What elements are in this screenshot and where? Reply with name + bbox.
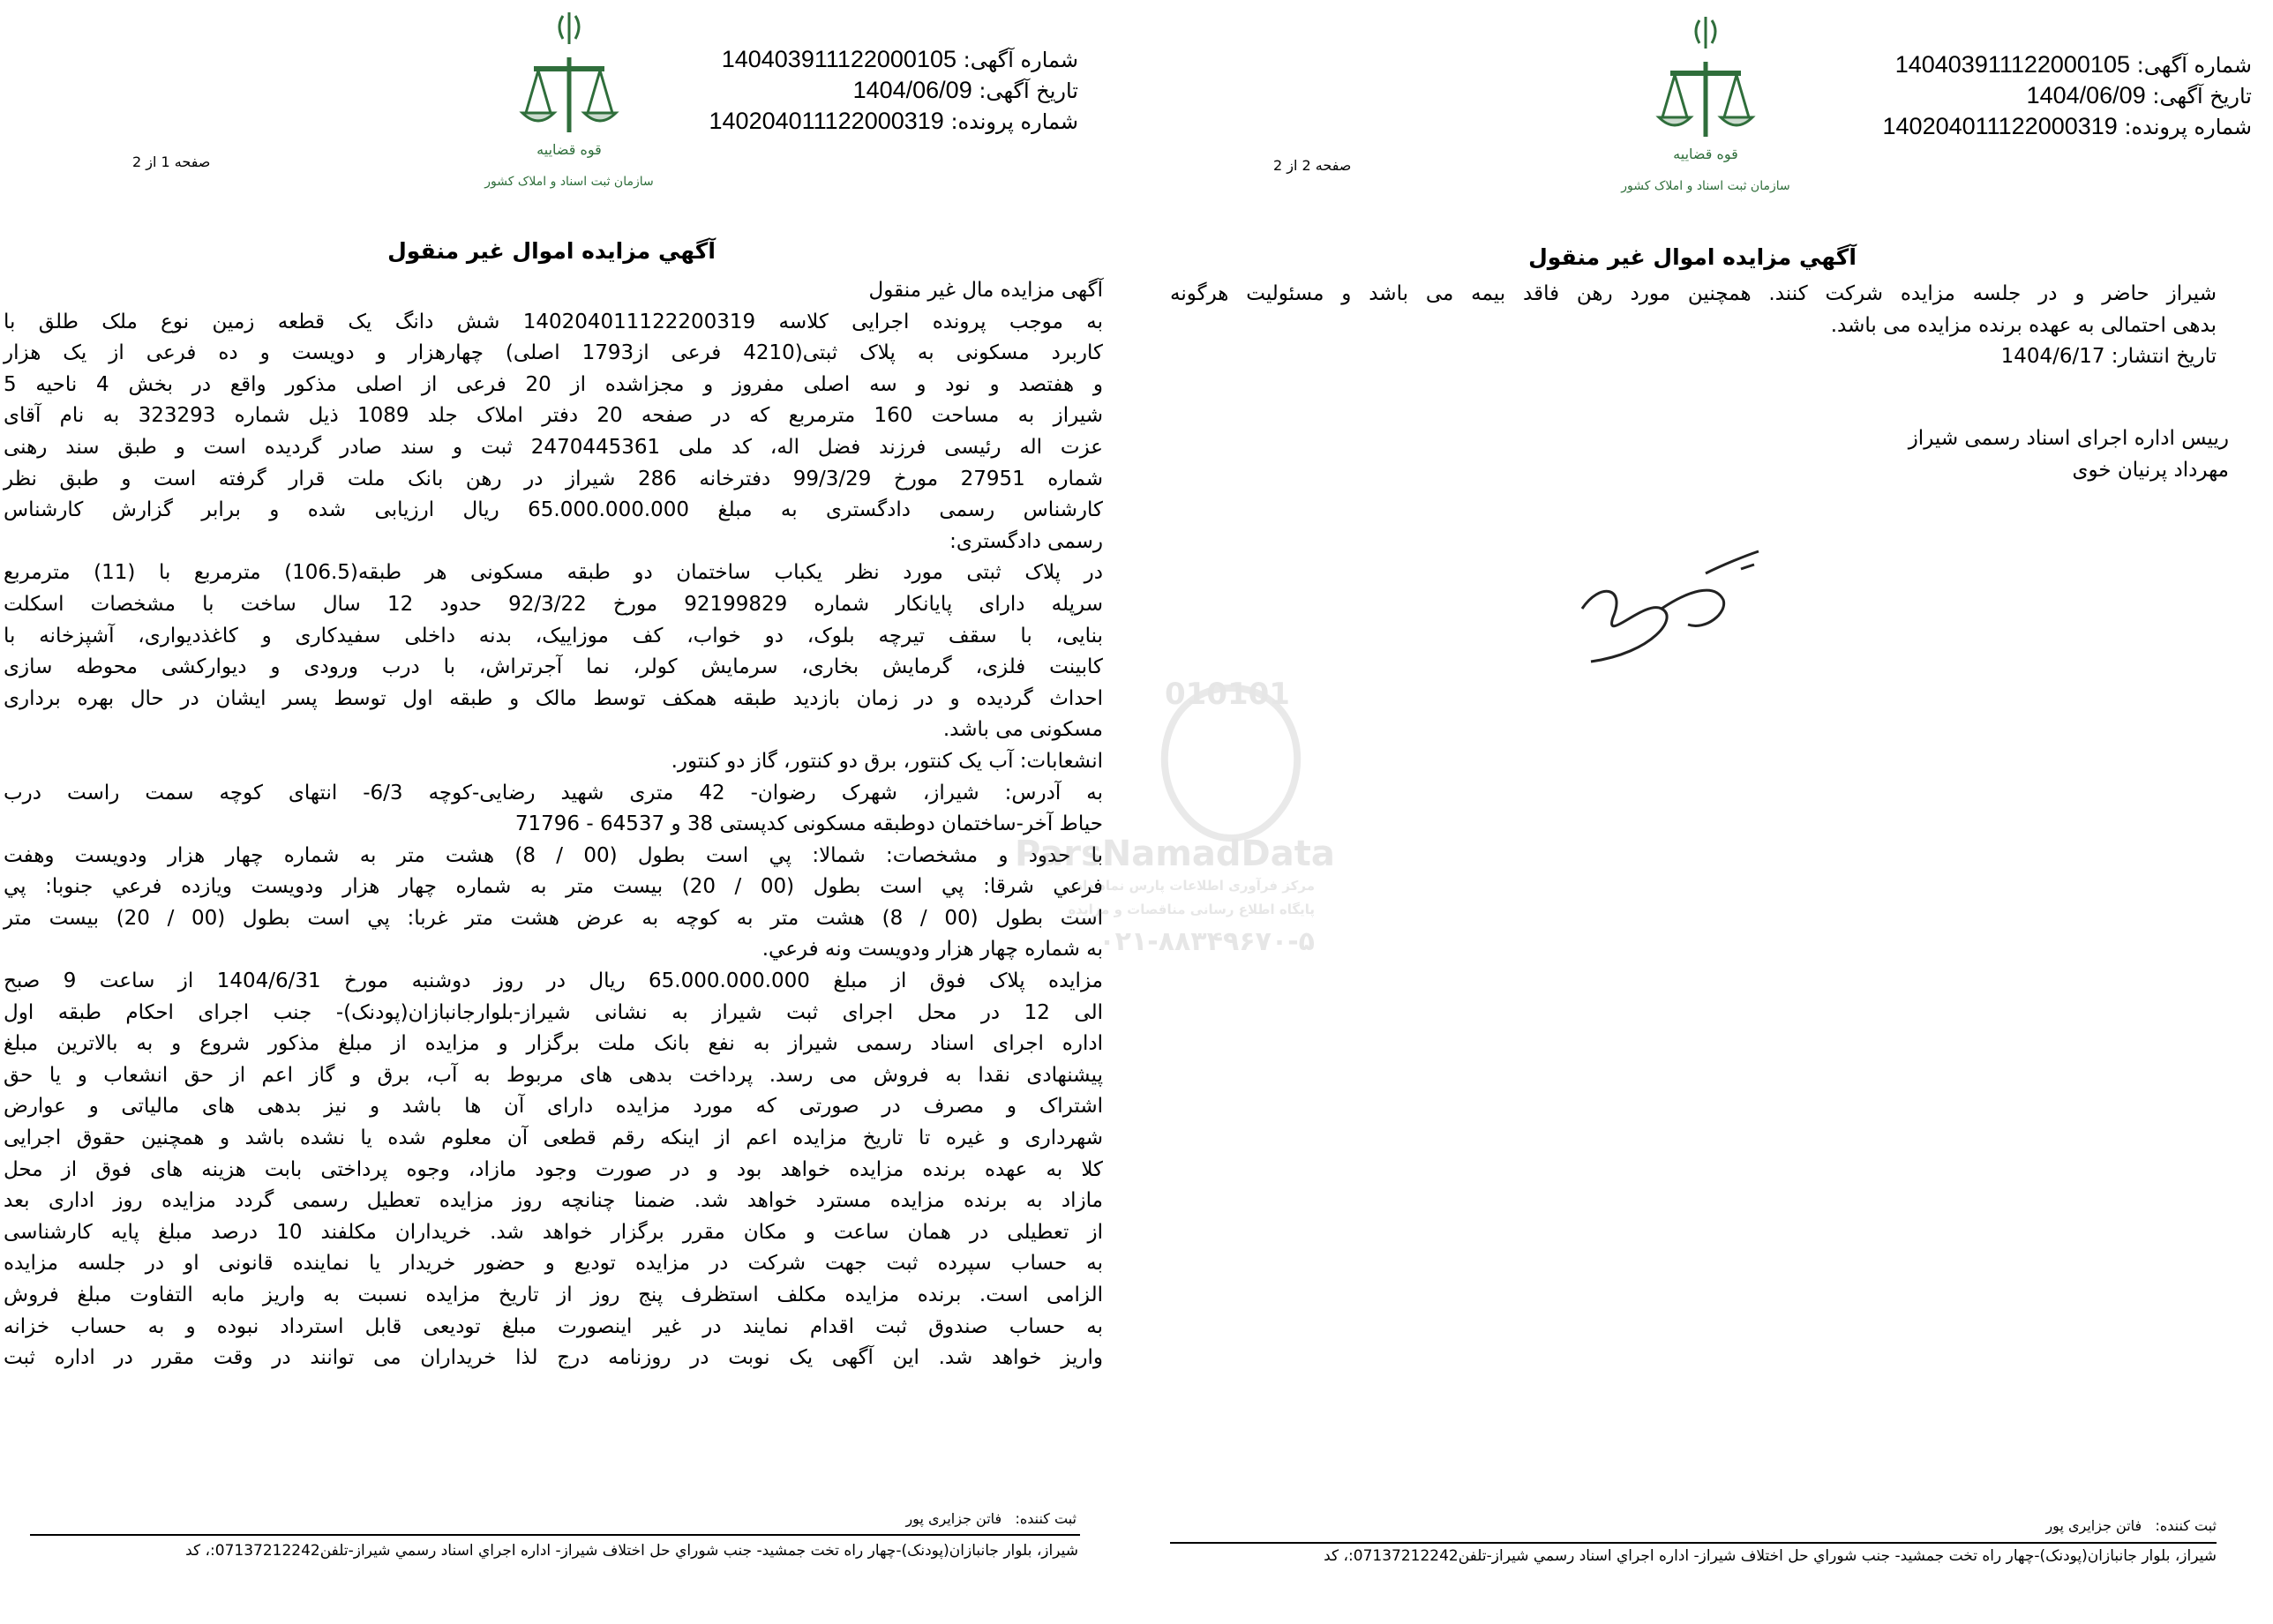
body-line: شهرداری و غیره تا تاریخ مزایده اعم از اینکه رقم قطعی آن معلوم شده یا نشده باشد و همچنین حقوق اجرایی — [4, 1126, 1103, 1150]
body-line: به موجب پرونده اجرایی کلاسه 140204011122200319 شش دانگ یک قطعه زمین نوع ملک طلق با — [4, 310, 1103, 333]
ad-date-row — [709, 75, 1078, 106]
registrar — [2045, 1517, 2217, 1534]
ad-date-row — [1883, 80, 2252, 111]
body-line: واریز خواهد شد. این آگهی یک نوبت در روزنامه درج لذا خریداران می توانند در وقت مقرر در اداره ثبت — [4, 1346, 1103, 1370]
body-line: به شماره چهار هزار ودويست ونه فرعي. — [761, 938, 1103, 962]
body-line: به آدرس: شیراز، شهرک رضوان- 42 متری شهید رضایی-کوچه 6/3- انتهای کوچه سمت راست درب — [4, 781, 1103, 805]
judiciary-logo — [1621, 13, 1790, 198]
watermark-line2: پایگاه اطلاع رسانی مناقصات و مزایده — [1068, 902, 1315, 917]
logo-text-bottom: سازمان ثبت اسناد و املاک کشور — [1621, 179, 1790, 193]
file-number-label: شماره پرونده: — [950, 109, 1078, 134]
footer-divider — [1170, 1542, 2217, 1544]
body-line: عزت اله رئیسی فرزند فضل اله، کد ملی 2470445361 ثبت و سند صادر گردیده است و طبق سند رهنی — [4, 435, 1103, 459]
ad-date: 1404/06/09 — [2026, 82, 2146, 109]
ad-number: 140403911122000105 — [721, 46, 957, 72]
body-line: کاربرد مسکونی به پلاک ثبتی(4210 فرعی از1793 اصلی) چهارهزار و دویست و ده فرعی از یک هزار — [4, 341, 1103, 365]
footer-address: شیراز، بلوار جانبازان(پودنک)-چهار راه تخت جمشید- جنب شوراي حل اختلاف شیراز- اداره اجراي اسناد رسمي شیراز-تلفن07137212242:، کد — [1324, 1547, 2217, 1565]
body-line: است بطول (00 / 8) هشت متر به كوچه به عرض هشت متر غربا: پي است بطول (00 / 20) بيست متر — [4, 906, 1103, 930]
page-number: صفحه 2 از 2 — [1273, 157, 1352, 174]
body-line: و هفتصد و نود و سه اصلی مفروز و مجزاشده از 20 فرعی از اصلی مذکور واقع در بخش 4 ناحیه 5 — [4, 372, 1103, 396]
body-line: در پلاک ثبتی مورد نظر یکباب ساختمان دو طبقه مسکونی هر طبقه(106.5) مترمربع با (11) مترمربع — [4, 561, 1103, 585]
watermark-brand: ParsNamadData — [1015, 834, 1335, 874]
body-line: احداث گردیده و در زمان بازدید طبقه همکف توسط مالک و طبقه اول توسط پسر ایشان در حال بهره برداری — [4, 686, 1103, 710]
ad-header — [1883, 49, 2252, 142]
body-line: با حدود و مشخصات: شمالا: پي است بطول (00 / 8) هشت متر به شماره چهار هزار ودويست وهفت — [4, 843, 1104, 867]
logo-text-top: قوه قضاییه — [1673, 146, 1738, 162]
watermark-phone: ۰۲۱-۸۸۳۴۹۶۷۰-۵ — [1099, 926, 1315, 957]
ad-number-row — [709, 44, 1078, 75]
file-number: 140204011122000319 — [1882, 113, 2118, 139]
logo-text-bottom: سازمان ثبت اسناد و املاک کشور — [484, 175, 654, 189]
body-line: الزامی است. برنده مزایده مکلف استظرف پنج روز از تاریخ مزایده نسبت به واریز مابه التفاوت مبلغ فروش — [4, 1283, 1103, 1306]
ad-number: 140403911122000105 — [1894, 51, 2131, 78]
body-line: اداره اجرای اسناد رسمی شیراز به نفع بانک ملت برگزار و مزایده از مبلغ مذکور شروع و به بالاترین مبلغ — [4, 1032, 1103, 1056]
body-line: پیشنهادی نقدا به فروش می رسد. پرداخت بدهی های مربوط به آب، برق و گاز اعم از حق انشعاب و یا حق — [4, 1063, 1103, 1087]
body-line: سرپله دارای پایانکار شماره 92199829 مورخ 92/3/22 حدود 12 سال ساخت با مشخصات اسکلت — [4, 592, 1103, 616]
registrar-name: فاتن جزایری پور — [905, 1510, 1002, 1527]
body-line: شیراز حاضر و در جلسه مزایده شرکت کنند. همچنین مورد رهن فاقد بیمه می باشد و مسئولیت هرگونه — [1170, 282, 2217, 305]
signature — [1573, 547, 1767, 670]
body-line: فرعي شرقا: پي است بطول (00 / 20) بيست متر به شماره چهار هزار ودويست ويازده فرعي جنوبا: پي — [4, 875, 1104, 899]
registrar-name: فاتن جزایری پور — [2045, 1517, 2142, 1534]
file-number-label: شماره پرونده: — [2124, 115, 2252, 139]
judiciary-logo — [484, 9, 654, 194]
body-line: کلا به عهده برنده مزایده خواهد بود و در صورت وجود مازاد، وجوه پرداختی بابت هزینه های فوق از محل — [4, 1157, 1103, 1181]
signatory-name: مهرداد پرنیان خوی — [2072, 458, 2229, 482]
body-line: حیاط آخر-ساختمان دوطبقه مسکونی کدپستی 38 و 64537 - 71796 — [514, 812, 1103, 836]
footer-divider — [30, 1534, 1080, 1536]
notice-body — [4, 275, 1103, 1374]
body-line: به حساب سپرده ثبت جهت شرکت در مزایده تودیع و حضور خریدار یا نماینده قانونی او در جلسه مزایده — [4, 1252, 1103, 1276]
body-line: مازاد به برنده مزایده مسترد خواهد شد. ضمنا چنانچه روز مزایده تعطیل رسمی گردد مزایده روز اداری بعد — [4, 1189, 1103, 1213]
body-line: شماره 27951 مورخ 99/3/29 دفترخانه 286 شیراز در رهن بانک ملت قرار گرفته است و طبق نظر — [4, 467, 1104, 490]
body-line: کارشناس رسمی دادگستری به مبلغ 65.000.000.000 ریال ارزیابی شده و برابر گزارش کارشناس — [4, 498, 1103, 522]
page-2 — [1136, 0, 2273, 1624]
page-title: آگهي مزايده اموال غير منقول — [1528, 244, 1857, 270]
body-line: از تعطیلی در همان ساعت و مکان مقرر برگزار خواهد شد. خریداران مکلفند 10 درصد مبلغ پایه کارشناسی — [4, 1220, 1103, 1244]
ad-header — [709, 44, 1078, 137]
body-line: بنایی، با سقف تیرچه بلوک، دو خواب، کف موزاییک، بدنه داخلی سفیدکاری و کاغذدیواری، آشپزخانه با — [4, 624, 1103, 647]
registrar-label: ثبت کننده: — [1015, 1510, 1076, 1527]
file-number: 140204011122000319 — [709, 108, 944, 134]
ad-number-row — [1883, 49, 2252, 80]
signatory-title: رییس اداره اجرای اسناد رسمی شیراز — [1908, 427, 2229, 450]
body-line: اشتراک و مصرف در صورتی که مورد مزایده دارای آن ها باشد و نیز بدهی های مالیاتی و عوارض — [4, 1095, 1103, 1119]
signatory — [1523, 423, 2229, 486]
ad-date: 1404/06/09 — [852, 77, 972, 103]
publish-date: تاریخ انتشار: 1404/6/17 — [2000, 345, 2217, 369]
body-line: آگهی مزایده مال غیر منقول — [868, 279, 1103, 302]
body-line: به حساب صندوق ثبت اقدام نمایند در غیر اینصورت مبلغ تودیعی قابل استرداد نبوده و به حساب خزانه — [4, 1314, 1103, 1338]
body-line: مسکونی می باشد. — [942, 718, 1103, 742]
watermark-digits: 010101 — [1165, 677, 1290, 712]
ad-date-label: تاریخ آگهی: — [2152, 84, 2252, 109]
file-number-row — [709, 106, 1078, 137]
logo-text-top: قوه قضاییه — [536, 141, 602, 158]
ad-date-label: تاریخ آگهی: — [979, 79, 1078, 103]
page-number: صفحه 1 از 2 — [132, 153, 211, 170]
body-line: رسمی دادگستری: — [949, 529, 1103, 553]
registrar-label: ثبت کننده: — [2155, 1517, 2217, 1534]
file-number-row — [1883, 111, 2252, 142]
watermark-line1: مرکز فرآوری اطلاعات پارس نماد داده — [1068, 878, 1315, 894]
body-line: شیراز به مساحت 160 مترمربع که در صفحه 20 دفتر املاک جلد 1089 ذیل شماره 323293 به نام آقای — [4, 404, 1103, 428]
ad-number-label: شماره آگهی: — [963, 48, 1078, 72]
page-1 — [0, 0, 1136, 1624]
registrar — [905, 1510, 1076, 1527]
notice-body — [1170, 279, 2217, 373]
body-line: مزایده پلاک فوق از مبلغ 65.000.000.000 ریال در روز دوشنبه مورخ 1404/6/31 از ساعت 9 صبح — [4, 969, 1103, 993]
body-line: کابینت فلزی، گرمایش بخاری، سرمایش کولر، نما آجرتراش، با درب ورودی و دیوارکشی محوطه سازی — [4, 655, 1103, 679]
body-line: بدهی احتمالی به عهده برنده مزایده می باشد. — [1830, 313, 2217, 337]
body-line: انشعابات: آب یک کنتور، برق دو کنتور، گاز دو کنتور. — [671, 749, 1103, 773]
page-title: آگهي مزايده اموال غير منقول — [387, 238, 716, 264]
body-line: الی 12 در محل اجرای ثبت شیراز به نشانی شیراز-بلوارجانبازان(پودنک)- جنب اجرای احکام طبقه اول — [4, 1000, 1103, 1024]
footer-address: شیراز، بلوار جانبازان(پودنک)-چهار راه تخت جمشید- جنب شوراي حل اختلاف شیراز- اداره اجراي اسناد رسمي شیراز-تلفن07137212242:، کد — [185, 1542, 1078, 1560]
ad-number-label: شماره آگهی: — [2136, 53, 2252, 78]
